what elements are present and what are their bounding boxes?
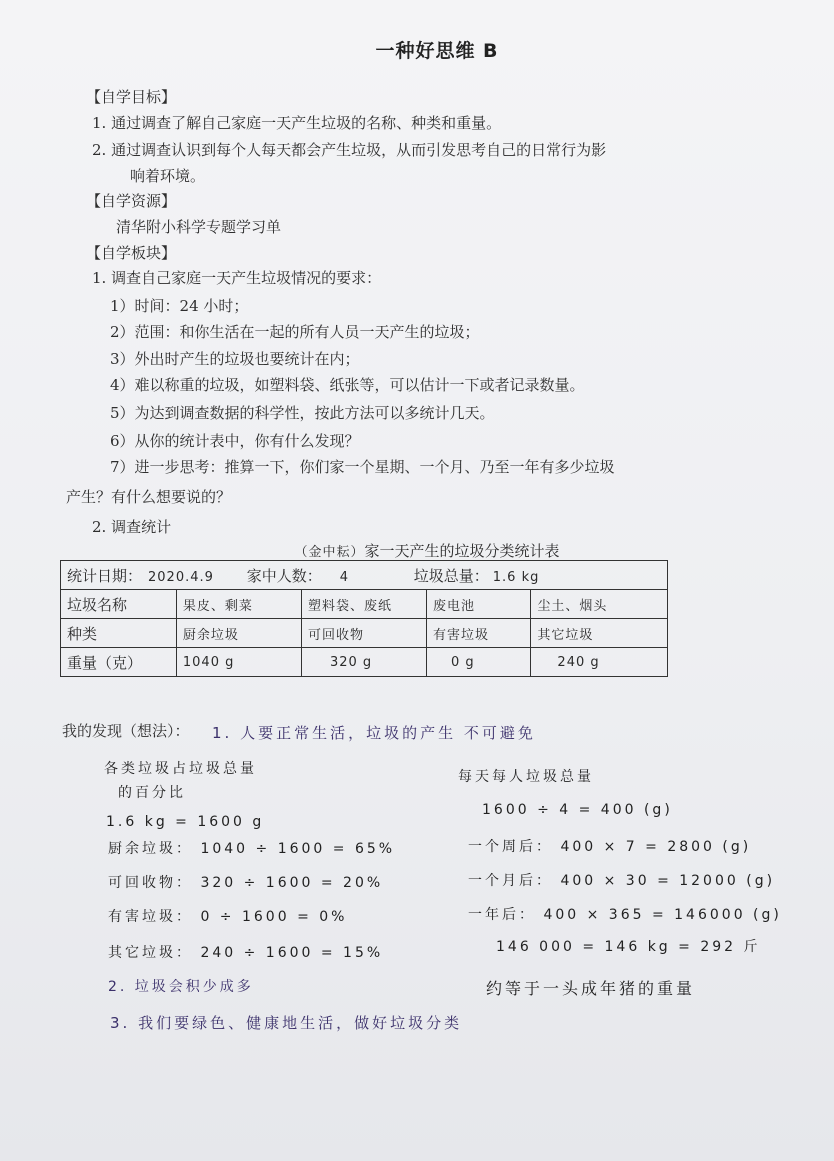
yearly-conversion: 146 000 = 146 kg = 292 斤: [496, 939, 761, 955]
table-cell: 塑料袋、废纸: [301, 590, 426, 619]
requirement-7: 7）进一步思考：推算一下，你们家一个星期、一个月、乃至一年有多少垃圾: [110, 458, 615, 476]
table-caption: [0, 540, 834, 561]
row-label-kind: 种类: [61, 619, 177, 648]
percent-recyclable: 可回收物： 320 ÷ 1600 = 20%: [108, 875, 384, 891]
table-cell: 果皮、剩菜: [176, 590, 301, 619]
per-person-heading: 每天每人垃圾总量: [458, 769, 594, 785]
row-label-weight: 重量（克）: [61, 648, 177, 677]
finding-3: 3. 我们要绿色、健康地生活，做好垃圾分类: [110, 1014, 463, 1032]
yearly-total: 一年后： 400 × 365 = 146000 (g): [468, 907, 782, 923]
table-cell: 320 g: [301, 648, 426, 677]
table-cell: 0 g: [427, 648, 531, 677]
table-cell: 1040 g: [176, 648, 301, 677]
date-value: 2020.4.9: [148, 569, 214, 585]
table-cell: 尘土、烟头: [531, 590, 668, 619]
requirement-heading: 1. 调查自己家庭一天产生垃圾情况的要求：: [92, 269, 382, 287]
requirement-3: 3）外出时产生的垃圾也要统计在内；: [110, 350, 360, 368]
goal-item-2-cont: 响着环境。: [130, 167, 206, 185]
requirement-1: 1）时间：24 小时；: [110, 297, 249, 315]
table-info-cell: [61, 561, 668, 590]
table-row: [61, 619, 668, 648]
monthly-total: 一个月后： 400 × 30 = 12000 (g): [468, 873, 776, 889]
people-value: 4: [339, 569, 349, 585]
conversion-line: 1.6 kg = 1600 g: [106, 814, 265, 830]
statistics-heading: 2. 调查统计: [92, 518, 172, 536]
people-label: 家中人数：: [246, 566, 322, 585]
requirement-5: 5）为达到调查数据的科学性，按此方法可以多统计几天。: [110, 404, 495, 422]
block-heading: 【自学板块】: [86, 244, 177, 262]
table-cell: 240 g: [531, 648, 668, 677]
row-label-name: 垃圾名称: [61, 590, 177, 619]
garbage-statistics-table: [60, 560, 668, 677]
total-value: 1.6 kg: [492, 569, 540, 585]
percentage-heading-cont: 的百分比: [118, 785, 186, 801]
percent-other: 其它垃圾： 240 ÷ 1600 = 15%: [108, 945, 384, 961]
requirement-2: 2）范围：和你生活在一起的所有人员一天产生的垃圾；: [110, 323, 480, 341]
table-cell: 有害垃圾: [427, 619, 531, 648]
table-row: [61, 561, 668, 590]
requirement-4: 4）难以称重的垃圾，如塑料袋、纸张等，可以估计一下或者记录数量。: [110, 376, 585, 394]
percent-kitchen: 厨余垃圾： 1040 ÷ 1600 = 65%: [108, 841, 396, 857]
goal-heading: 【自学目标】: [86, 88, 177, 106]
total-label: 垃圾总量：: [413, 566, 489, 585]
percentage-heading: 各类垃圾占垃圾总量: [104, 761, 257, 777]
goal-item-1: 1. 通过调查了解自己家庭一天产生垃圾的名称、种类和重量。: [92, 114, 502, 132]
goal-item-2: 2. 通过调查认识到每个人每天都会产生垃圾，从而引发思考自己的日常行为影: [92, 141, 607, 159]
requirement-7-cont: 产生？有什么想要说的？: [66, 488, 232, 506]
finding-2: 2. 垃圾会积少成多: [108, 979, 254, 995]
resource-item: 清华附小科学专题学习单: [116, 218, 282, 236]
per-person-daily: 1600 ÷ 4 = 400 (g): [482, 802, 673, 818]
finding-1: 1. 人要正常生活，垃圾的产生 不可避免: [212, 724, 536, 742]
caption-text: 家一天产生的垃圾分类统计表: [364, 542, 560, 560]
requirement-6: 6）从你的统计表中，你有什么发现？: [110, 432, 360, 450]
table-row: [61, 590, 668, 619]
findings-label: 我的发现（想法）：: [62, 722, 190, 740]
weekly-total: 一个周后： 400 × 7 = 2800 (g): [468, 839, 752, 855]
table-cell: 其它垃圾: [531, 619, 668, 648]
table-cell: 废电池: [427, 590, 531, 619]
date-label: 统计日期：: [67, 566, 143, 585]
table-row: [61, 648, 668, 677]
page-title: 一种好思维 B: [375, 40, 499, 62]
table-cell: 可回收物: [301, 619, 426, 648]
resource-heading: 【自学资源】: [86, 192, 177, 210]
caption-family-name: （金中耘）: [294, 545, 365, 560]
table-cell: 厨余垃圾: [176, 619, 301, 648]
percent-hazardous: 有害垃圾： 0 ÷ 1600 = 0%: [108, 909, 348, 925]
pig-comparison: 约等于一头成年猪的重量: [486, 979, 696, 998]
